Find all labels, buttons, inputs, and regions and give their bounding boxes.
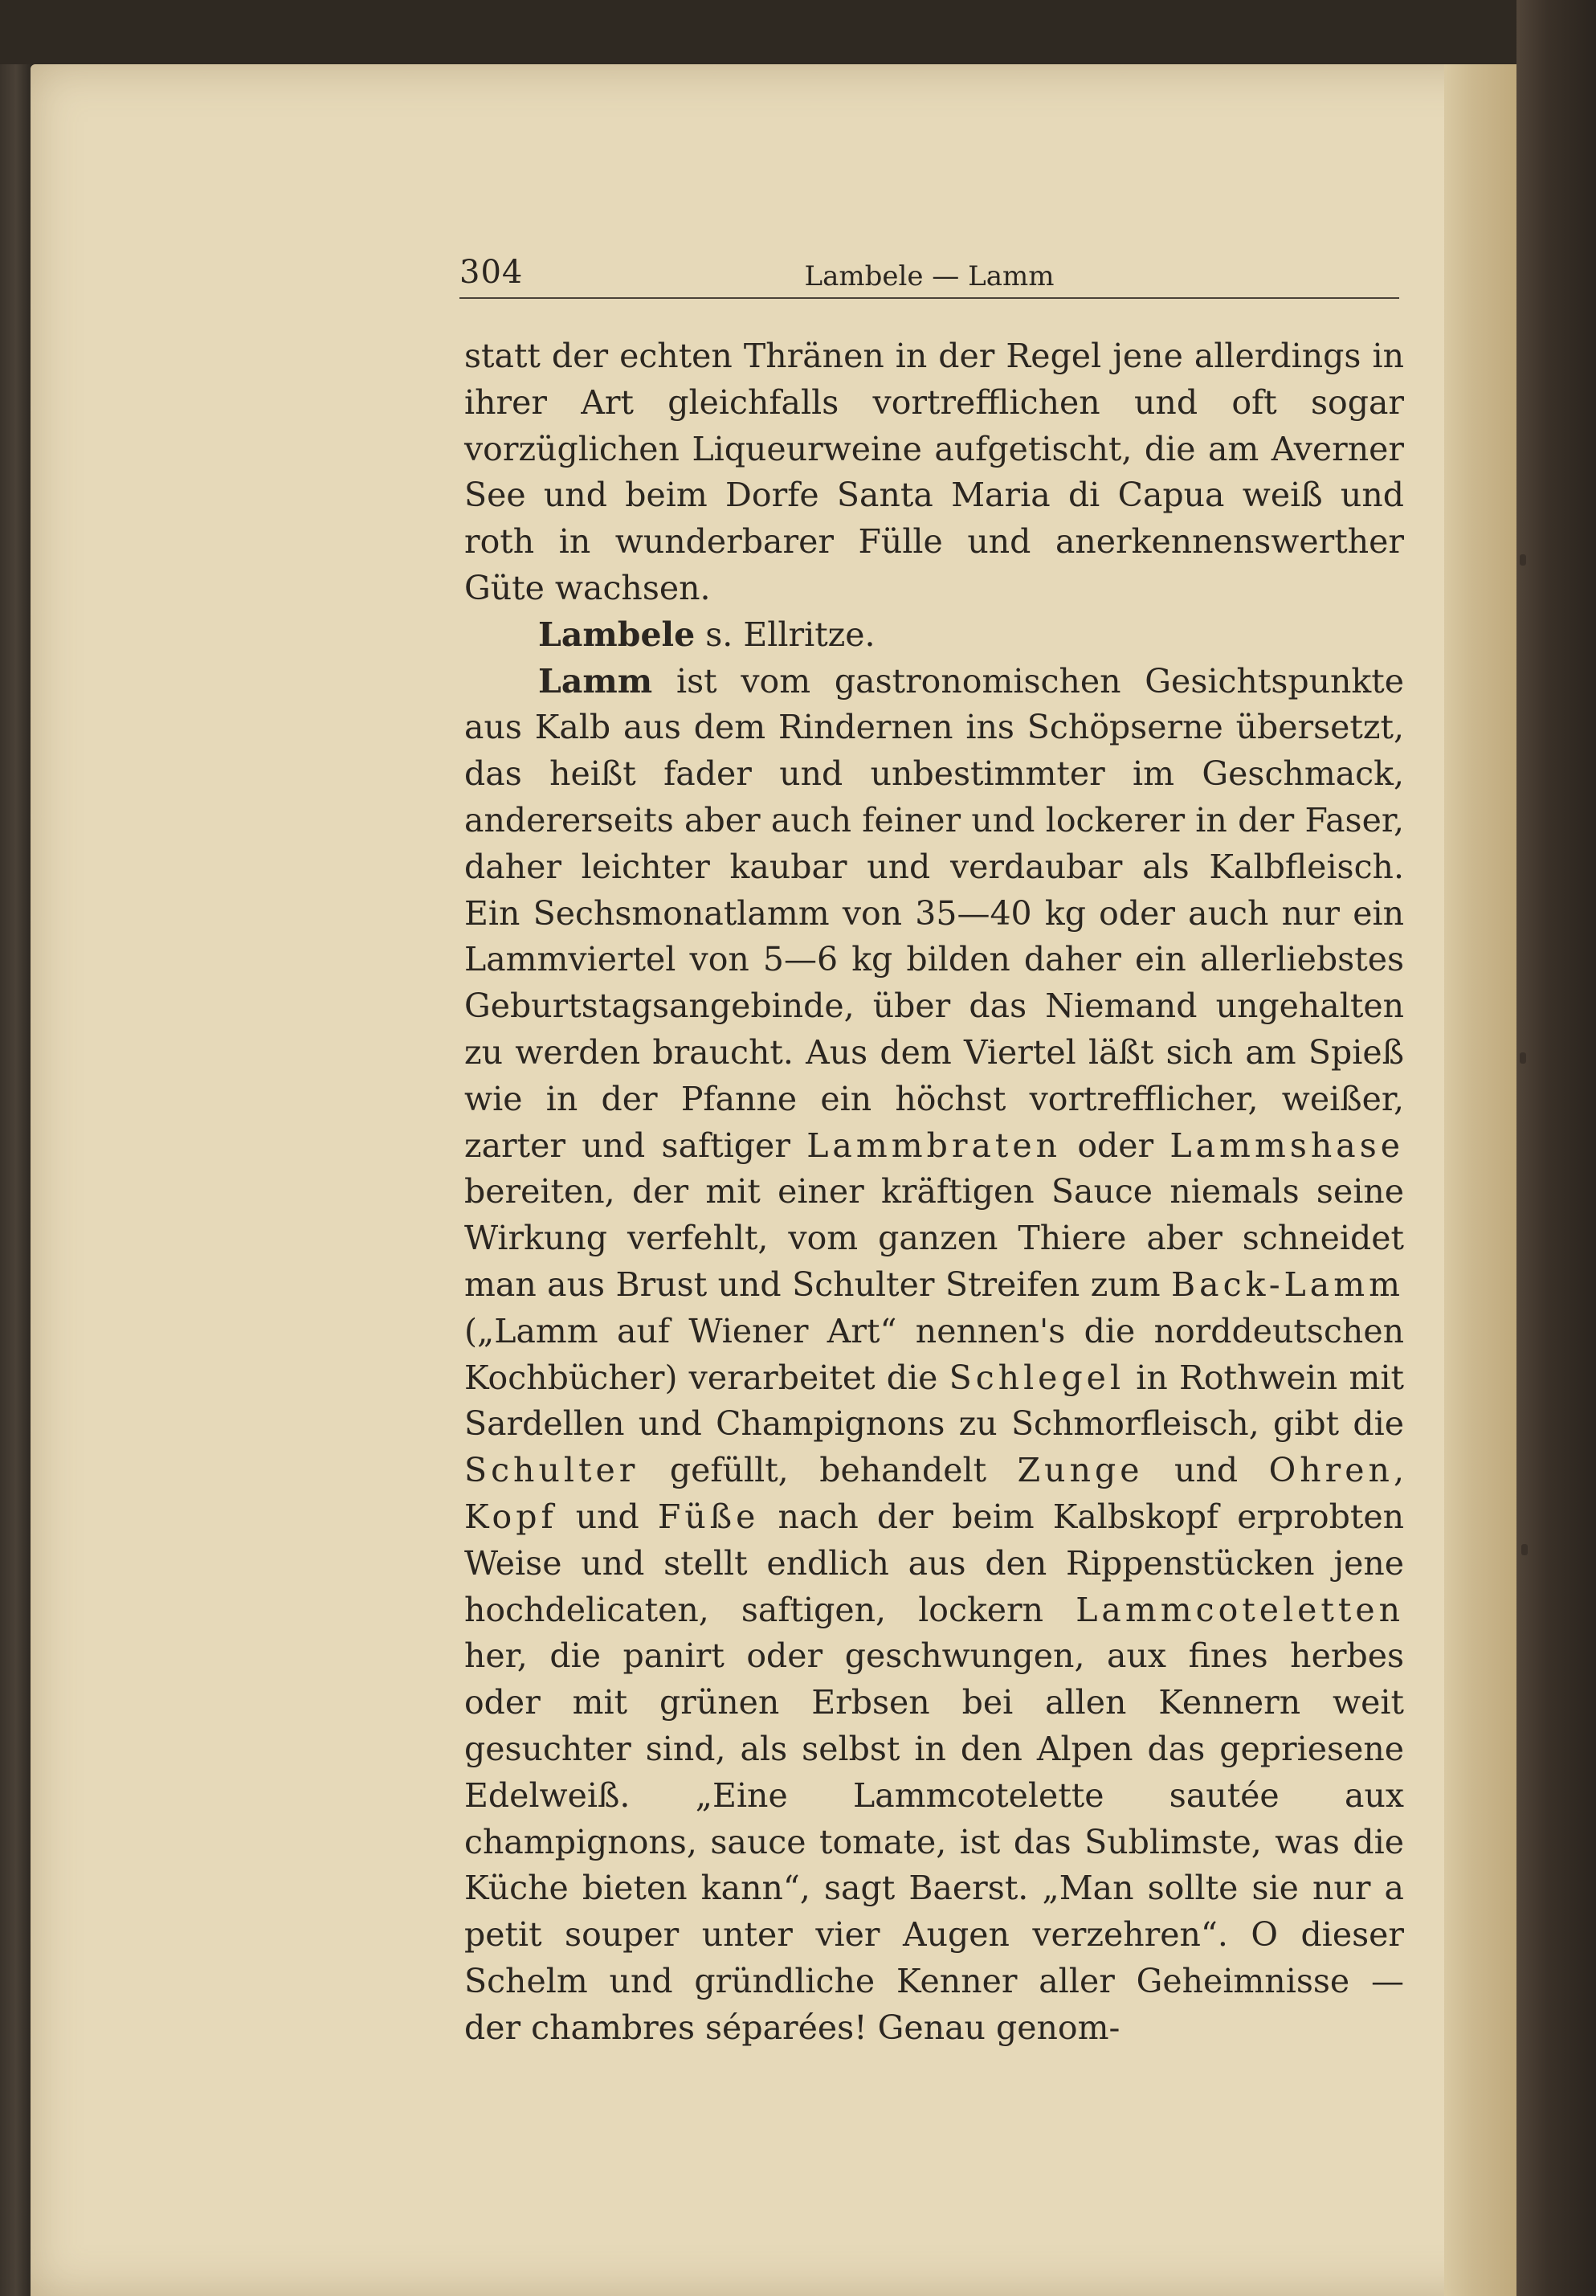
emphasized-term: Lammcoteletten (1076, 1590, 1404, 1629)
margin-speck (1520, 554, 1526, 566)
page-right-shading (1444, 64, 1516, 2296)
page-number: 304 (459, 254, 524, 291)
entry-text: und (1143, 1451, 1269, 1490)
emphasized-term: Back-Lamm (1171, 1264, 1404, 1304)
emphasized-term: Ohren (1268, 1451, 1394, 1490)
book-fore-edge (1516, 0, 1596, 2296)
entry-text: oder (1061, 1126, 1170, 1165)
entry-text: , (1393, 1451, 1404, 1490)
paragraph-text: statt der echten Thränen in der Regel jene allerdings in ihrer Art gleichfalls vortrefflichen und oft sogar vorzüglichen Liqueurweine aufgetischt, die am Averner See und beim Dorfe Santa Maria di Capua weiß und roth in wunderbarer Fülle und anerkennenswerther Güte wachsen. (464, 337, 1404, 607)
entry-lambele (464, 612, 1404, 659)
entry-lamm (464, 659, 1404, 2052)
emphasized-term: Zunge (1017, 1451, 1144, 1490)
emphasized-term: Füße (657, 1497, 760, 1536)
entry-text: und (557, 1497, 658, 1536)
entry-text: („Lamm auf Wiener Art“ nennen's die norddeutschen Kochbücher) verarbeitet die (464, 1311, 1404, 1397)
entry-text: bereiten, der mit einer kräftigen Sauce niemals seine Wirkung verfehlt, vom ganzen Thiere aber schneidet man aus Brust und Schulter Streifen zum (464, 1172, 1404, 1304)
entry-text: in Rothwein mit Sardellen und Champignons zu Schmorfleisch, gibt die (464, 1358, 1404, 1444)
entry-text: nach der beim Kalbskopf erprobten Weise und stellt endlich aus den Rippenstücken jene hochdelicaten, saftigen, lockern (464, 1497, 1404, 1629)
emphasized-term: Schlegel (949, 1358, 1125, 1397)
body-text (464, 333, 1404, 2051)
emphasized-term: Schulter (464, 1451, 639, 1490)
emphasized-term: Lammbraten (806, 1126, 1062, 1165)
headword-lamm: Lamm (538, 661, 653, 701)
paragraph-continuation (464, 333, 1404, 612)
margin-speck (1520, 1052, 1526, 1064)
entry-text: gefüllt, behandelt (639, 1451, 1018, 1490)
headword-lambele: Lambele (538, 615, 696, 654)
entry-text: her, die panirt oder geschwungen, aux fines herbes oder mit grünen Erbsen bei allen Kennern weit gesuchter sind, als selbst in den Alpen das gepriesene Edelweiß. „Eine Lammcotelette sautée aux champignons, sauce tomate, ist das Sublimste, was die Küche bieten kann“, sagt Baerst. „Man sollte sie nur a petit souper unter vier Augen verzehren“. O dieser Schelm und gründliche Kenner aller Geheimnisse — der chambres séparées! Genau genom- (464, 1636, 1404, 2047)
entry-text: ist vom gastronomischen Gesichtspunkte aus Kalb aus dem Rindernen ins Schöpserne übersetzt, das heißt fader und unbestimmter im Geschmack, andererseits aber auch feiner und lockerer in der Faser, daher leichter kaubar und verdaubar als Kalbfleisch. Ein Sechsmonatlamm von 35—40 kg oder auch nur ein Lammviertel von 5—6 kg bilden daher ein allerliebstes Geburtstagsangebinde, über das Niemand ungehalten zu werden braucht. Aus dem Viertel läßt sich am Spieß wie in der Pfanne ein höchst vortrefflicher, weißer, zarter und saftiger (464, 661, 1404, 1165)
entry-text: s. Ellritze. (695, 615, 876, 654)
page-header (459, 249, 1399, 299)
scan-top-border (0, 0, 1596, 64)
margin-speck (1521, 1544, 1528, 1555)
emphasized-term: Kopf (464, 1497, 557, 1536)
emphasized-term: Lammshase (1169, 1126, 1405, 1165)
running-title: Lambele — Lamm (804, 260, 1055, 292)
